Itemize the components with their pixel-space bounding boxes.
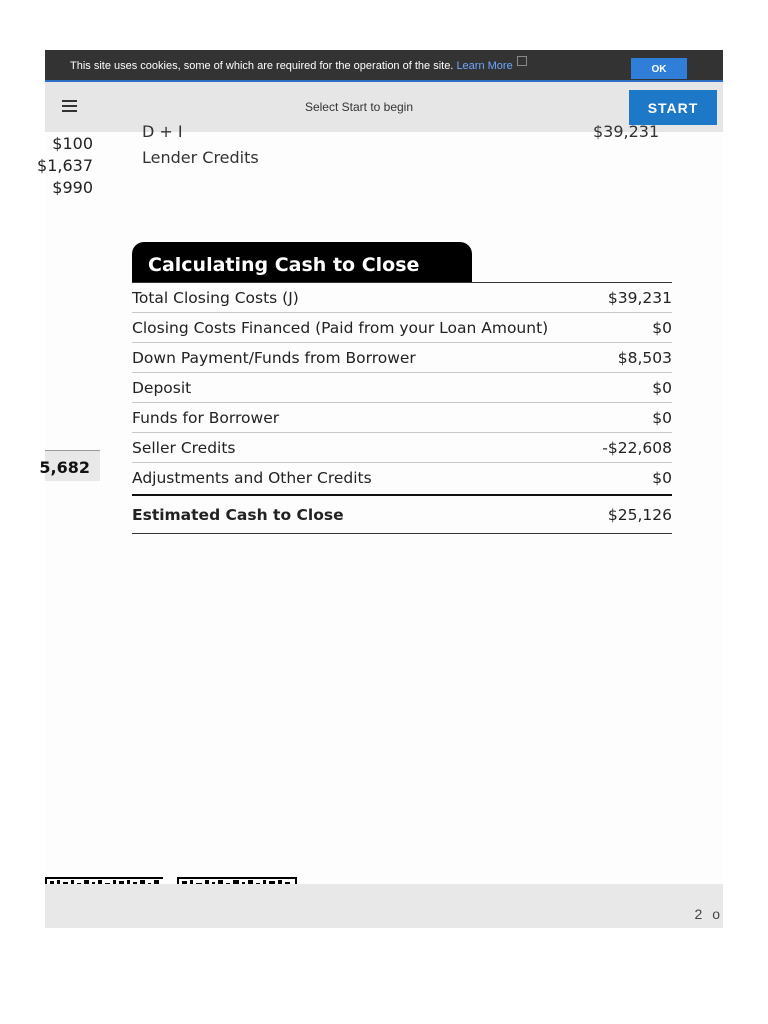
cookie-banner <box>45 50 723 82</box>
row-value: $0 <box>652 379 672 397</box>
row-value: $8,503 <box>617 349 672 367</box>
cookie-message-line <box>70 59 527 72</box>
left-total-cell <box>39 450 100 481</box>
page-counter: 2 o <box>694 906 723 922</box>
table-row <box>132 433 672 463</box>
lender-credits-label: Lender Credits <box>142 148 259 167</box>
table-row <box>132 463 672 493</box>
table-row <box>132 283 672 313</box>
row-value: $0 <box>652 319 672 337</box>
table-row <box>132 403 672 433</box>
left-total-value: 5,682 <box>39 458 90 477</box>
row-value: -$22,608 <box>602 439 672 457</box>
table-row <box>132 343 672 373</box>
cut-off-label: D + I <box>142 122 183 141</box>
external-link-icon <box>517 56 527 66</box>
row-label: Seller Credits <box>132 439 236 457</box>
row-label: Total Closing Costs (J) <box>132 289 299 307</box>
row-label: Funds for Borrower <box>132 409 280 427</box>
cookie-message: This site uses cookies, some of which are required for the operation of the site. <box>70 60 454 72</box>
left-value: $990 <box>52 178 93 197</box>
table-row <box>132 373 672 403</box>
left-value: $1,637 <box>37 156 93 175</box>
row-value: $39,231 <box>607 289 672 307</box>
table-row <box>132 313 672 343</box>
left-value: $100 <box>52 134 93 153</box>
cookie-ok-button[interactable]: OK <box>631 58 687 79</box>
row-label: Closing Costs Financed (Paid from your Loan Amount) <box>132 319 549 337</box>
row-value: $0 <box>652 409 672 427</box>
row-label: Down Payment/Funds from Borrower <box>132 349 416 367</box>
start-button[interactable]: START <box>629 90 717 125</box>
learn-more-link[interactable]: Learn More <box>456 60 513 72</box>
row-label: Adjustments and Other Credits <box>132 469 372 487</box>
section-title: Calculating Cash to Close <box>148 254 420 276</box>
section-header <box>132 242 472 282</box>
estimated-cash-to-close-row <box>132 494 672 534</box>
document-viewer <box>37 50 723 928</box>
start-hint: Select Start to begin <box>304 100 414 114</box>
document-page <box>37 122 723 884</box>
row-value: $0 <box>652 469 672 487</box>
total-label: Estimated Cash to Close <box>132 506 344 524</box>
row-label: Deposit <box>132 379 192 397</box>
total-value: $25,126 <box>607 506 672 524</box>
cut-off-value: $39,231 <box>593 122 660 141</box>
bottom-toolbar <box>45 884 723 928</box>
